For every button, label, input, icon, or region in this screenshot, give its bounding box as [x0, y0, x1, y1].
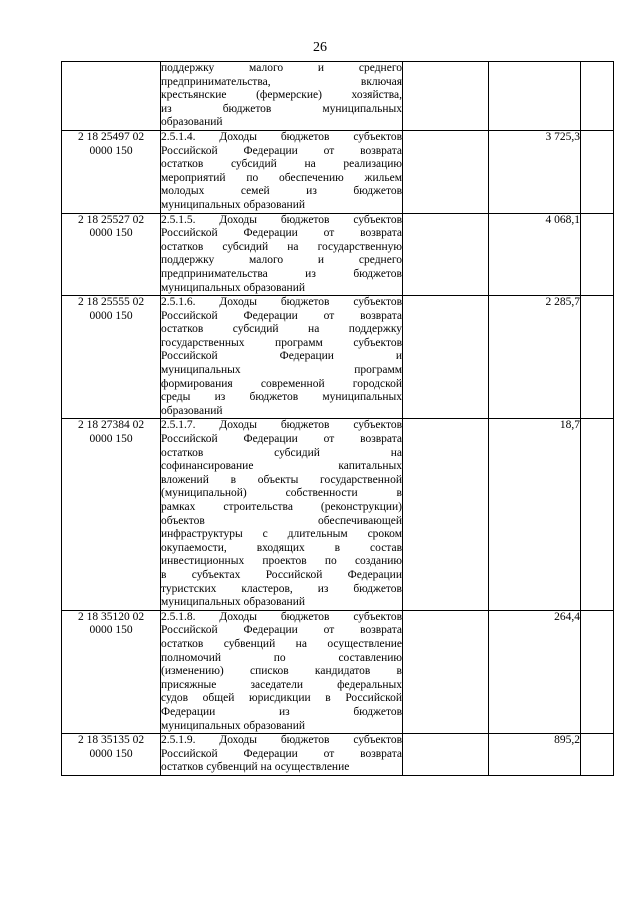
description-line: в субъектах Российской Федерации [161, 568, 402, 581]
budget-code-cell [62, 296, 161, 419]
empty-cell [403, 734, 489, 776]
description-line: присяжные заседатели федеральных [161, 678, 402, 691]
empty-cell [403, 130, 489, 213]
description-line: Российской Федерации от возврата [161, 227, 402, 240]
budget-code-line: 0000 150 [89, 309, 133, 322]
description-cell [161, 296, 403, 419]
table-row [62, 62, 614, 131]
description-line: муниципальных образований [161, 719, 306, 732]
description-line: образований [161, 116, 223, 129]
description-line: Федерации из бюджетов [161, 705, 402, 718]
description-line: 2.5.1.9. Доходы бюджетов субъектов [161, 734, 402, 747]
description-line: из бюджетов муниципальных [161, 102, 402, 115]
description-line: остатков субсидий на государственную [161, 240, 402, 253]
amount-cell: 4 068,1 [489, 213, 581, 296]
description-cell [161, 62, 403, 131]
budget-code-line: 0000 150 [89, 624, 133, 637]
budget-code-line: 2 18 35135 02 [77, 734, 145, 747]
description-line: остатков субсидий на реализацию [161, 158, 402, 171]
budget-code-line: 2 18 25497 02 [77, 130, 145, 143]
budget-table-body [62, 62, 614, 776]
budget-code-cell [62, 419, 161, 610]
description-cell [161, 213, 403, 296]
description-line: инфраструктуры с длительным сроком [161, 528, 402, 541]
description-line: софинансирование капитальных [161, 460, 402, 473]
budget-code-line: 0000 150 [89, 227, 133, 240]
empty-cell [581, 610, 614, 733]
budget-code-cell [62, 734, 161, 776]
table-row [62, 213, 614, 296]
description-line: (изменению) списков кандидатов в [161, 665, 402, 678]
table-row [62, 130, 614, 213]
description-line: остатков субвенций на осуществление [161, 761, 350, 774]
description-line: рамках строительства (реконструкции) [161, 501, 402, 513]
empty-cell [581, 419, 614, 610]
description-line: поддержку малого и среднего [161, 62, 402, 74]
description-line: государственных программ субъектов [161, 336, 402, 349]
description-line: остатков субсидий на [161, 446, 402, 459]
empty-cell [403, 419, 489, 610]
description-line: муниципальных образований [161, 596, 306, 609]
description-line: вложений в объекты государственной [161, 473, 402, 486]
description-line: 2.5.1.5. Доходы бюджетов субъектов [161, 213, 402, 226]
description-line: Российской Федерации от возврата [161, 433, 402, 446]
description-line: Российской Федерации от возврата [161, 144, 402, 157]
description-line: поддержку малого и среднего [161, 254, 402, 267]
amount-cell: 264,4 [489, 610, 581, 733]
empty-cell [581, 62, 614, 131]
description-cell [161, 130, 403, 213]
description-cell [161, 734, 403, 776]
amount-cell: 2 285,7 [489, 296, 581, 419]
budget-code-cell [62, 610, 161, 733]
empty-cell [403, 610, 489, 733]
empty-cell [581, 213, 614, 296]
description-line: формирования современной городской [161, 377, 402, 390]
budget-code-line: 0000 150 [89, 144, 133, 157]
description-line: судов общей юрисдикции в Российской [161, 692, 402, 705]
description-cell [161, 419, 403, 610]
description-line: полномочий по составлению [161, 651, 402, 664]
description-line: Российской Федерации от возврата [161, 309, 402, 322]
description-line: муниципальных образований [161, 198, 306, 211]
table-row [62, 610, 614, 733]
description-line: остатков субвенций на осуществление [161, 637, 402, 650]
description-line: 2.5.1.7. Доходы бюджетов субъектов [161, 419, 402, 432]
amount-cell [489, 62, 581, 131]
empty-cell [403, 296, 489, 419]
description-line: 2.5.1.6. Доходы бюджетов субъектов [161, 296, 402, 309]
description-line: Российской Федерации и [161, 350, 402, 363]
budget-code-line: 0000 150 [89, 433, 133, 446]
budget-code-line: 2 18 25555 02 [77, 296, 145, 309]
description-line: предпринимательства из бюджетов [161, 267, 402, 280]
description-line: Российской Федерации от возврата [161, 624, 402, 637]
description-line: туристских кластеров, из бюджетов [161, 582, 402, 595]
amount-cell: 895,2 [489, 734, 581, 776]
empty-cell [403, 213, 489, 296]
description-line: муниципальных программ [161, 364, 402, 377]
budget-code-line: 2 18 35120 02 [77, 610, 145, 623]
description-cell [161, 610, 403, 733]
budget-code-line: 2 18 25527 02 [77, 213, 145, 226]
description-line: 2.5.1.4. Доходы бюджетов субъектов [161, 130, 402, 143]
budget-code-line: 0000 150 [89, 747, 133, 760]
budget-code-cell [62, 62, 161, 131]
description-line: образований [161, 404, 223, 417]
budget-code-cell [62, 213, 161, 296]
budget-code-cell [62, 130, 161, 213]
amount-cell: 18,7 [489, 419, 581, 610]
amount-cell: 3 725,3 [489, 130, 581, 213]
description-line: мероприятий по обеспечению жильем [161, 171, 402, 184]
budget-code-line: 2 18 27384 02 [77, 419, 145, 432]
table-row [62, 296, 614, 419]
description-line: (муниципальной) собственности в [161, 487, 402, 500]
page-number: 26 [313, 40, 327, 55]
description-line: муниципальных образований [161, 281, 306, 294]
empty-cell [581, 734, 614, 776]
table-row [62, 734, 614, 776]
description-line: крестьянские (фермерские) хозяйства, [161, 89, 402, 102]
description-line: 2.5.1.8. Доходы бюджетов субъектов [161, 610, 402, 623]
description-line: предпринимательства, включая [161, 75, 402, 88]
description-line: Российской Федерации от возврата [161, 747, 402, 760]
description-line: окупаемости, входящих в состав [161, 541, 402, 554]
empty-cell [581, 296, 614, 419]
description-line: молодых семей из бюджетов [161, 185, 402, 198]
empty-cell [403, 62, 489, 131]
table-row [62, 419, 614, 610]
description-line: остатков субсидий на поддержку [161, 323, 402, 336]
budget-table [61, 61, 614, 776]
description-line: среды из бюджетов муниципальных [161, 391, 402, 404]
description-line: объектов обеспечивающей [161, 514, 402, 527]
description-line: инвестиционных проектов по созданию [161, 555, 402, 568]
empty-cell [581, 130, 614, 213]
